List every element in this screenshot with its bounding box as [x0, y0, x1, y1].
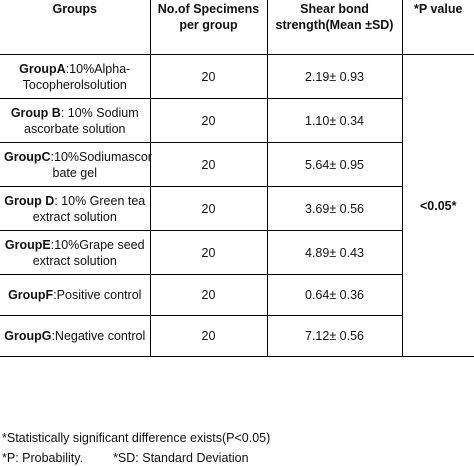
shear-bond-value: 3.69± 0.56 [267, 187, 402, 231]
group-name-cell [0, 231, 150, 275]
specimen-count: 20 [150, 143, 267, 187]
group-label: GroupC [4, 149, 51, 164]
group-description: : 10% Green tea extract solution [32, 193, 146, 224]
specimen-count: 20 [150, 316, 267, 357]
specimen-count: 20 [150, 55, 267, 99]
shear-bond-value: 4.89± 0.43 [267, 231, 402, 275]
group-name-cell [0, 275, 150, 316]
group-description: :Negative control [51, 329, 146, 343]
shear-bond-value: 5.64± 0.95 [267, 143, 402, 187]
shear-bond-value: 7.12± 0.56 [267, 316, 402, 357]
table-header-row [0, 0, 474, 55]
group-description: : 10% Sodium ascorbate solution [24, 105, 139, 136]
shear-bond-value: 2.19± 0.93 [267, 55, 402, 99]
header-groups: Groups [0, 0, 150, 55]
group-label: Group B [10, 105, 61, 120]
footnote-abbreviations [2, 450, 249, 466]
group-name-cell [0, 187, 150, 231]
p-value-cell: <0.05* [402, 55, 474, 357]
header-specimens: No.of Specimens per group [150, 0, 267, 55]
footnote-standard-deviation: *SD: Standard Deviation [113, 451, 249, 465]
footnote-probability: *P: Probability. [2, 451, 84, 465]
header-shear-bond-strength: Shear bond strength(Mean ±SD) [267, 0, 402, 55]
group-name-cell [0, 316, 150, 357]
group-label: GroupG [4, 329, 52, 343]
group-name-cell [0, 55, 150, 99]
group-label: GroupA [19, 61, 66, 76]
table-row [0, 55, 474, 99]
group-label: Group D [4, 193, 55, 208]
header-p-value: *P value [402, 0, 474, 55]
specimen-count: 20 [150, 275, 267, 316]
group-name-cell [0, 99, 150, 143]
shear-bond-value: 0.64± 0.36 [267, 275, 402, 316]
group-name-cell [0, 143, 150, 187]
shear-bond-value: 1.10± 0.34 [267, 99, 402, 143]
group-description: :10%Sodiumascor bate gel [50, 149, 152, 180]
group-description: :Positive control [53, 288, 142, 302]
specimen-count: 20 [150, 231, 267, 275]
footnote-significance: *Statistically significant difference exists(P<0.05) [2, 431, 271, 445]
group-description: :10%Alpha-Tocopherolsolution [22, 61, 131, 92]
specimen-count: 20 [150, 99, 267, 143]
group-description: :10%Grape seed extract solution [32, 237, 145, 268]
specimen-count: 20 [150, 187, 267, 231]
group-label: GroupE [4, 237, 51, 252]
group-label: GroupF [8, 288, 54, 302]
